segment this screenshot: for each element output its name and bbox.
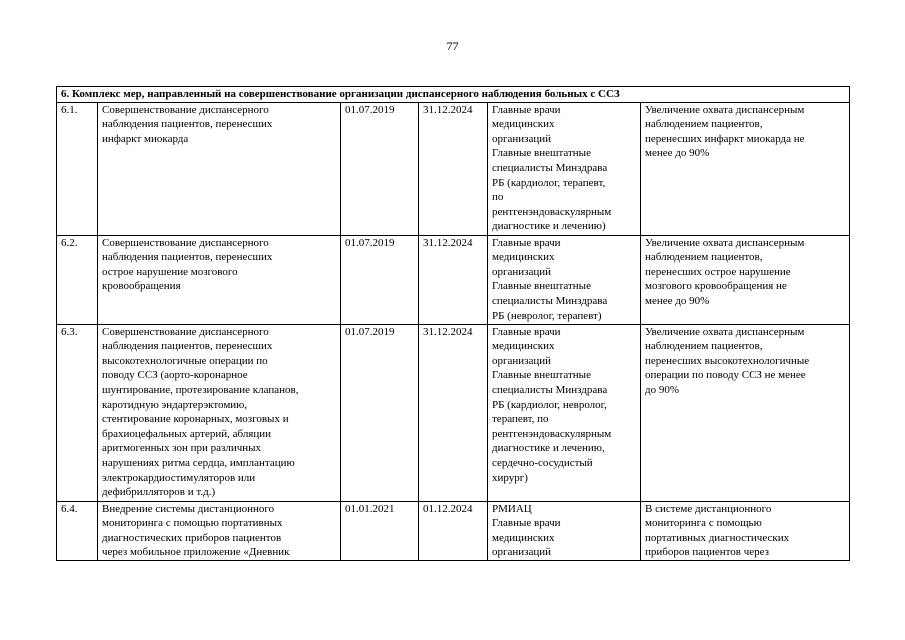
responsible: РМИАЦ Главные врачи медицинских организаций bbox=[488, 501, 641, 560]
measure-name: Совершенствование диспансерного наблюдения пациентов, перенесших острое нарушение мозгового кровообращения bbox=[98, 235, 341, 324]
row-number: 6.4. bbox=[57, 501, 98, 560]
table-row bbox=[57, 324, 850, 501]
end-date: 31.12.2024 bbox=[419, 102, 488, 235]
end-date: 31.12.2024 bbox=[419, 235, 488, 324]
measures-table bbox=[56, 86, 850, 561]
measure-name: Совершенствование диспансерного наблюдения пациентов, перенесших инфаркт миокарда bbox=[98, 102, 341, 235]
row-number: 6.3. bbox=[57, 324, 98, 501]
section-header-row bbox=[57, 87, 850, 103]
page-number: 77 bbox=[446, 39, 459, 53]
row-number: 6.1. bbox=[57, 102, 98, 235]
expected-result: Увеличение охвата диспансерным наблюдением пациентов, перенесших острое нарушение мозгового кровообращения не менее до 90% bbox=[641, 235, 850, 324]
measure-name: Внедрение системы дистанционного мониторинга с помощью портативных диагностических приборов пациентов через мобильное приложение «Дневник bbox=[98, 501, 341, 560]
end-date: 01.12.2024 bbox=[419, 501, 488, 560]
expected-result: Увеличение охвата диспансерным наблюдением пациентов, перенесших инфаркт миокарда не менее до 90% bbox=[641, 102, 850, 235]
measure-name: Совершенствование диспансерного наблюдения пациентов, перенесших высокотехнологичные операции по поводу ССЗ (аорто-коронарное шунтирование, протезирование клапанов, каротидную эндартерэктомию, стентирование коронарных, мозговых и брахиоцефальных артерий, абляции аритмогенных зон при различных нарушениях ритма сердца, имплантацию электрокардиостимуляторов или дефибрилляторов и т.д.) bbox=[98, 324, 341, 501]
responsible: Главные врачи медицинских организаций Главные внештатные специалисты Минздрава РБ (кардиолог, терапевт, по рентгенэндоваскулярным диагностике и лечению) bbox=[488, 102, 641, 235]
responsible: Главные врачи медицинских организаций Главные внештатные специалисты Минздрава РБ (невролог, терапевт) bbox=[488, 235, 641, 324]
end-date: 31.12.2024 bbox=[419, 324, 488, 501]
table-row bbox=[57, 102, 850, 235]
expected-result: В системе дистанционного мониторинга с помощью портативных диагностических приборов пациентов через bbox=[641, 501, 850, 560]
start-date: 01.07.2019 bbox=[341, 235, 419, 324]
expected-result: Увеличение охвата диспансерным наблюдением пациентов, перенесших высокотехнологичные операции по поводу ССЗ не менее до 90% bbox=[641, 324, 850, 501]
table-row bbox=[57, 235, 850, 324]
start-date: 01.01.2021 bbox=[341, 501, 419, 560]
start-date: 01.07.2019 bbox=[341, 324, 419, 501]
row-number: 6.2. bbox=[57, 235, 98, 324]
responsible: Главные врачи медицинских организаций Главные внештатные специалисты Минздрава РБ (кардиолог, невролог, терапевт, по рентгенэндоваскулярным диагностике и лечению, сердечно-сосудистый хирург) bbox=[488, 324, 641, 501]
section-title: 6. Комплекс мер, направленный на совершенствование организации диспансерного наблюдения больных с ССЗ bbox=[57, 87, 850, 103]
table-row bbox=[57, 501, 850, 560]
start-date: 01.07.2019 bbox=[341, 102, 419, 235]
